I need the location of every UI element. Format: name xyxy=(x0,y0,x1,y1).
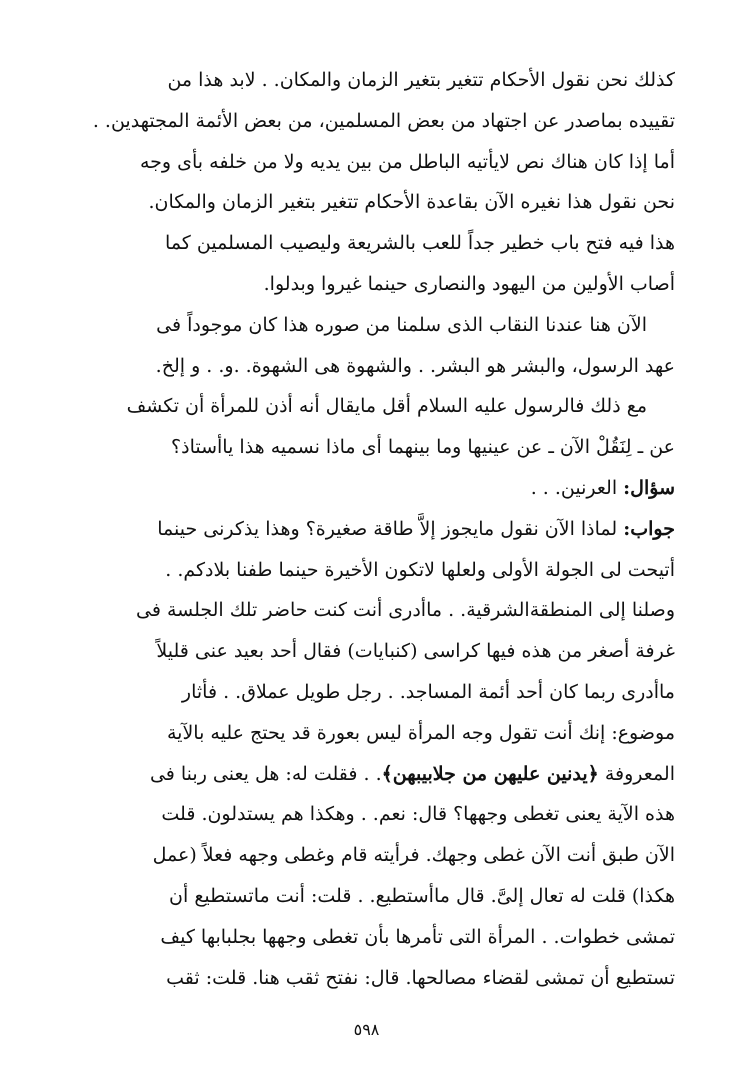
text-line: غرفة أصغر من هذه فيها كراسى (كنبايات) فقال أحد بعيد عنى قليلاً xyxy=(156,640,675,663)
text-line: أصاب الأولين من اليهود والنصارى حينما غيروا وبدلوا. xyxy=(263,272,675,295)
question-label: سؤال: xyxy=(623,476,675,499)
answer-label: جواب: xyxy=(623,517,675,540)
page-number: ٥٩٨ xyxy=(353,1020,380,1039)
verse-line xyxy=(58,754,675,795)
text-line: أتيحت لى الجولة الأولى ولعلها لاتكون الأخيرة حينما طفنا بلادكم. . xyxy=(165,558,675,581)
text-line: وصلنا إلى المنطقةالشرقية. . ماأدرى أنت كنت حاضر تلك الجلسة فى xyxy=(135,599,675,622)
body-text xyxy=(58,60,675,998)
text-line: الآن طبق أنت الآن غطى وجهك. فرأيته قام وغطى وجهه فعلاً (عمل xyxy=(152,844,675,867)
verse-line-rest: . . فقلت له: هل يعنى ربنا فى xyxy=(149,762,382,785)
question-line xyxy=(58,468,675,509)
answer-text: لماذا الآن نقول مايجوز إلاَّ طاقة صغيرة؟ وهذا يذكرنى حينما xyxy=(157,517,618,540)
text-line: كذلك نحن نقول الأحكام تتغير بتغير الزمان والمكان. . لابد هذا من xyxy=(167,69,675,91)
text-line: هذه الآية يعنى تغطى وجهها؟ قال: نعم. . وهكذا هم يستدلون. قلت xyxy=(161,803,675,826)
text-line: عهد الرسول، والبشر هو البشر. . والشهوة هى الشهوة. .و. . و إلخ. xyxy=(155,354,675,377)
text-line: مع ذلك فالرسول عليه السلام أقل مايقال أنه أذن للمرأة أن تكشف xyxy=(126,395,647,418)
text-line: عن ـ لِنَقُلْ الآن ـ عن عينيها وما بينهما أى ماذا نسميه هذا ياأستاذ؟ xyxy=(171,436,675,459)
text-line: تمشى خطوات. . المرأة التى تأمرها بأن تغطى وجهها بجلبابها كيف xyxy=(160,925,675,948)
text-line: هكذا) قلت له تعال إلىَّ. قال ماأستطيع. . قلت: أنت ماتستطيع أن xyxy=(169,884,675,907)
answer-line xyxy=(58,509,675,550)
text-line: ماأدرى ربما كان أحد أئمة المساجد. . رجل طويل عملاق. . فأثار xyxy=(181,680,675,703)
question-text: العرنين. . . xyxy=(530,476,618,499)
quran-verse: ﴿يدنين عليهن من جلابيبهن﴾ xyxy=(381,762,599,785)
text-line: تقييده بماصدر عن اجتهاد من بعض المسلمين، من بعض الأئمة المجتهدين. . xyxy=(92,109,675,132)
text-line: نحن نقول هذا نغيره الآن بقاعدة الأحكام تتغير بتغير الزمان والمكان. xyxy=(148,191,675,214)
text-line: هذا فيه فتح باب خطير جداً للعب بالشريعة وليصيب المسلمين كما xyxy=(165,232,675,255)
text-line: موضوع: إنك أنت تقول وجه المرأة ليس بعورة قد يحتج عليه بالآية xyxy=(167,721,675,744)
text-line: تستطيع أن تمشى لقضاء مصالحها. قال: نفتح ثقب هنا. قلت: ثقب xyxy=(166,966,675,989)
verse-intro: المعروفة xyxy=(604,762,675,785)
text-line: أما إذا كان هناك نص لايأتيه الباطل من بين يديه ولا من خلفه بأى وجه xyxy=(140,150,675,173)
text-line: الآن هنا عندنا النقاب الذى سلمنا من صوره هذا كان موجوداً فى xyxy=(156,313,647,336)
